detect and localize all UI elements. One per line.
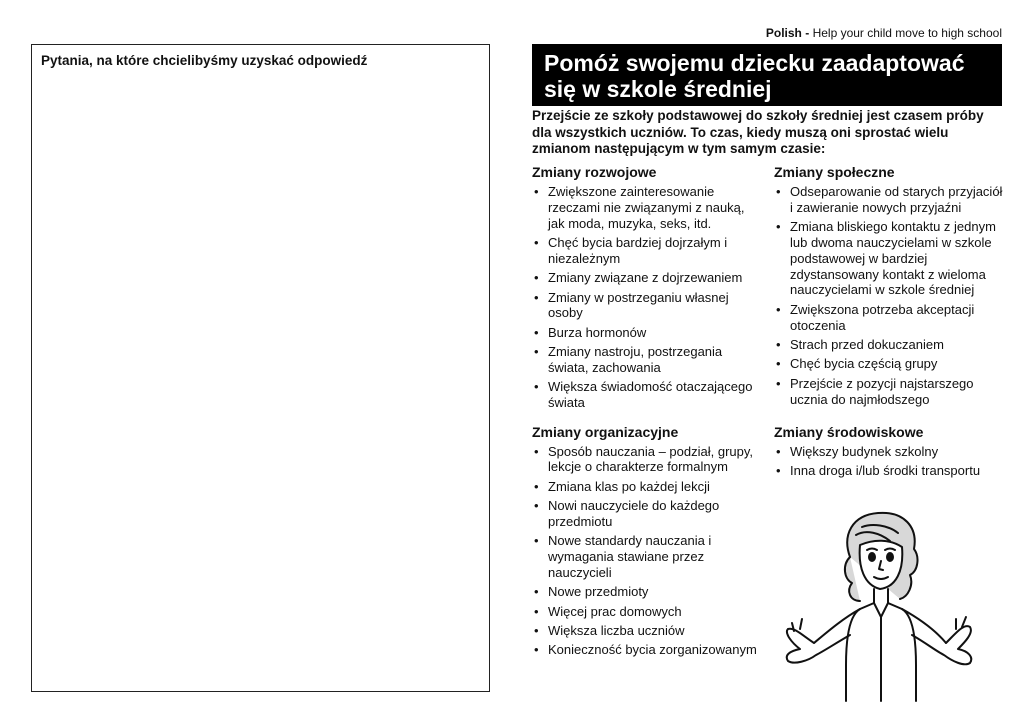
header-language: Polish - [765,26,810,40]
list-item: • Zwiększone zainteresowanie rzeczami nie związanymi z nauką, jak moda, muzyka, seks, itd. [532,184,764,231]
developmental-list [532,184,764,411]
list-item: • Odseparowanie od starych przyjaciół i zawieranie nowych przyjaźni [774,184,1006,216]
list-item: • Nowi nauczyciele do każdego przedmiotu [532,498,764,530]
list-item: • Przejście z pozycji najstarszego ucznia do najmłodszego [774,376,1006,408]
list-item: • Zmiany nastroju, postrzegania świata, zachowania [532,344,764,376]
page-title-line-2: się w szkole średniej [544,76,772,102]
right-column [774,163,1006,483]
list-item: • Strach przed dokuczaniem [774,337,1006,353]
page-header-note [766,26,1002,40]
list-item: • Sposób nauczania – podział, grupy, lekcje o charakterze formalnym [532,444,764,476]
page-title [532,44,1002,106]
left-column [532,163,764,662]
list-item: • Nowe standardy nauczania i wymagania stawiane przez nauczycieli [532,533,764,580]
list-item: • Zmiany w postrzeganiu własnej osoby [532,290,764,322]
list-item: • Inna droga i/lub środki transportu [774,463,1006,479]
list-item: • Większa liczba uczniów [532,623,764,639]
list-item: • Zmiana klas po każdej lekcji [532,479,764,495]
list-item: • Więcej prac domowych [532,604,764,620]
social-heading: Zmiany społeczne [774,164,895,180]
questions-box [31,44,490,692]
list-item: • Zmiana bliskiego kontaktu z jednym lub dwoma nauczycielami w szkole podstawowej w bardziej zdystansowany kontakt z wieloma nauczycielami w szkole średniej [774,219,1006,298]
developmental-heading: Zmiany rozwojowe [532,164,657,180]
list-item: • Chęć bycia bardziej dojrzałym i niezależnym [532,235,764,267]
organizational-list [532,444,764,659]
list-item: • Chęć bycia częścią grupy [774,356,1006,372]
intro-paragraph: Przejście ze szkoły podstawowej do szkoły średniej jest czasem próby dla wszystkich uczniów. To czas, kiedy muszą oni sprostać wielu zmianom następującym w tym samym czasie: [532,108,984,156]
list-item: • Zmiany związane z dojrzewaniem [532,270,764,286]
list-item: • Burza hormonów [532,325,764,341]
environmental-heading: Zmiany środowiskowe [774,423,924,440]
shrugging-girl-illustration [780,505,976,705]
list-item: • Większa świadomość otaczającego świata [532,379,764,411]
list-item: • Konieczność bycia zorganizowanym [532,642,764,658]
environmental-list [774,444,1006,479]
social-list [774,184,1006,407]
organizational-heading: Zmiany organizacyjne [532,423,679,440]
list-item: • Nowe przedmioty [532,584,764,600]
list-item: • Zwiększona potrzeba akceptacji otoczenia [774,302,1006,334]
header-subtitle: Help your child move to high school [812,26,1002,40]
list-item: • Większy budynek szkolny [774,444,1006,460]
page-title-line-1: Pomóż swojemu dziecku zaadaptować [544,50,965,76]
questions-title: Pytania, na które chcielibyśmy uzyskać odpowiedź [41,53,368,68]
